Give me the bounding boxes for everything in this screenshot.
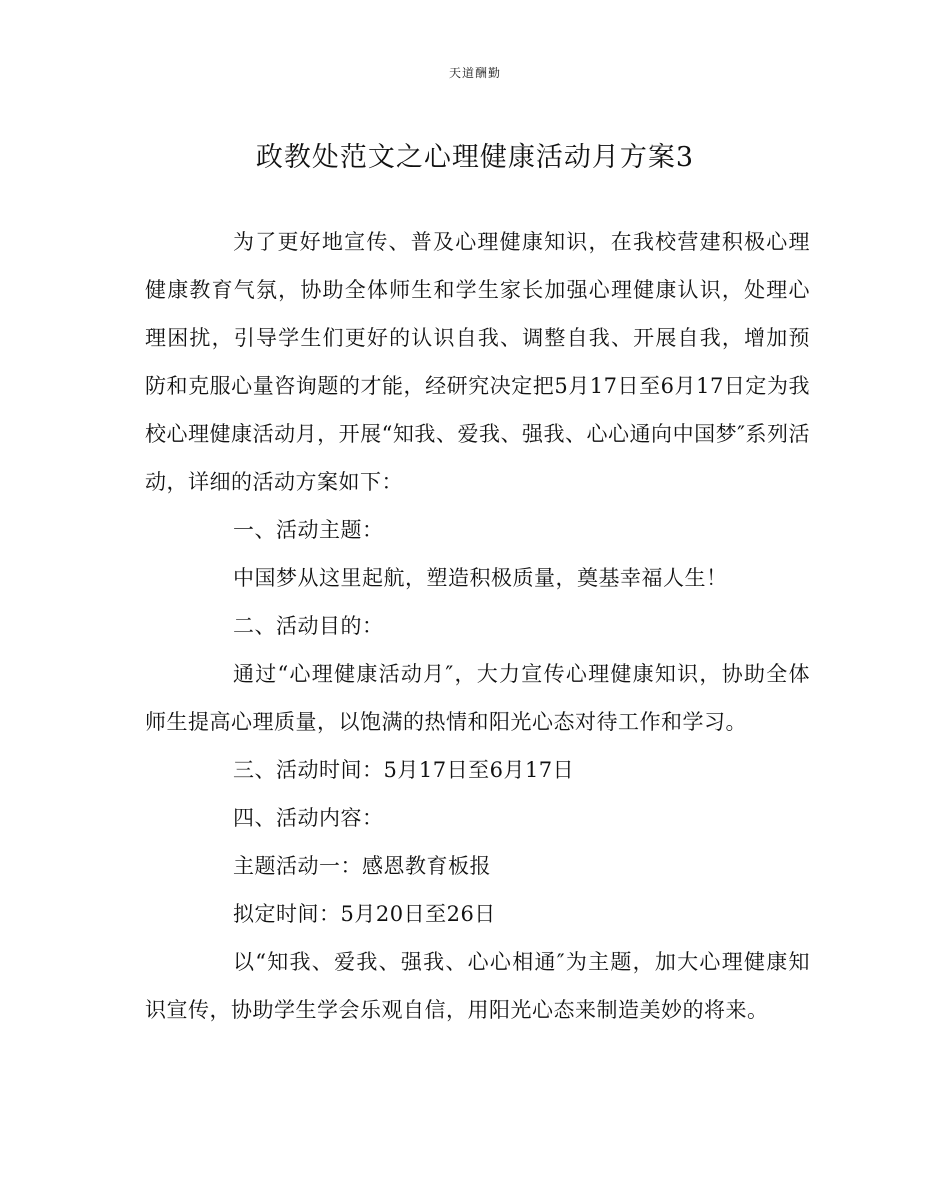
intro-paragraph: 为了更好地宣传、普及心理健康知识，在我校营建积极心理健康教育气氛，协助全体师生和学生家长加强心理健康认识，处理心理困扰，引导学生们更好的认识自我、调整自我、开展自我，增加预防和克服心量咨询题的才能，经研究决定把5月17日至6月17日定为我校心理健康活动月，开展“知我、爱我、强我、心心通向中国梦″系列活动，详细的活动方案如下：: [145, 230, 810, 494]
section-heading-content: 四、活动内容：: [233, 806, 384, 830]
activity-one-description: 以“知我、爱我、强我、心心相通″为主题，加大心理健康知识宣传，协助学生学会乐观自信，用阳光心态来制造美妙的将来。: [145, 950, 810, 1022]
activity-one-date: 拟定时间：5月20日至26日: [233, 902, 496, 926]
section-heading-purpose: 二、活动目的：: [233, 614, 384, 638]
document-title: 政教处范文之心理健康活动月方案3: [255, 142, 695, 173]
page-header: 天道酬勤: [448, 66, 501, 80]
section-heading-time: 三、活动时间：5月17日至6月17日: [233, 758, 575, 782]
activity-one-heading: 主题活动一：感恩教育板报: [233, 854, 491, 878]
purpose-paragraph: 通过“心理健康活动月″，大力宣传心理健康知识，协助全体师生提高心理质量，以饱满的热情和阳光心态对待工作和学习。: [145, 662, 810, 734]
theme-text: 中国梦从这里起航，塑造积极质量，奠基幸福人生！: [233, 566, 728, 590]
document-body: [145, 218, 810, 1034]
section-heading-theme: 一、活动主题：: [233, 518, 384, 542]
